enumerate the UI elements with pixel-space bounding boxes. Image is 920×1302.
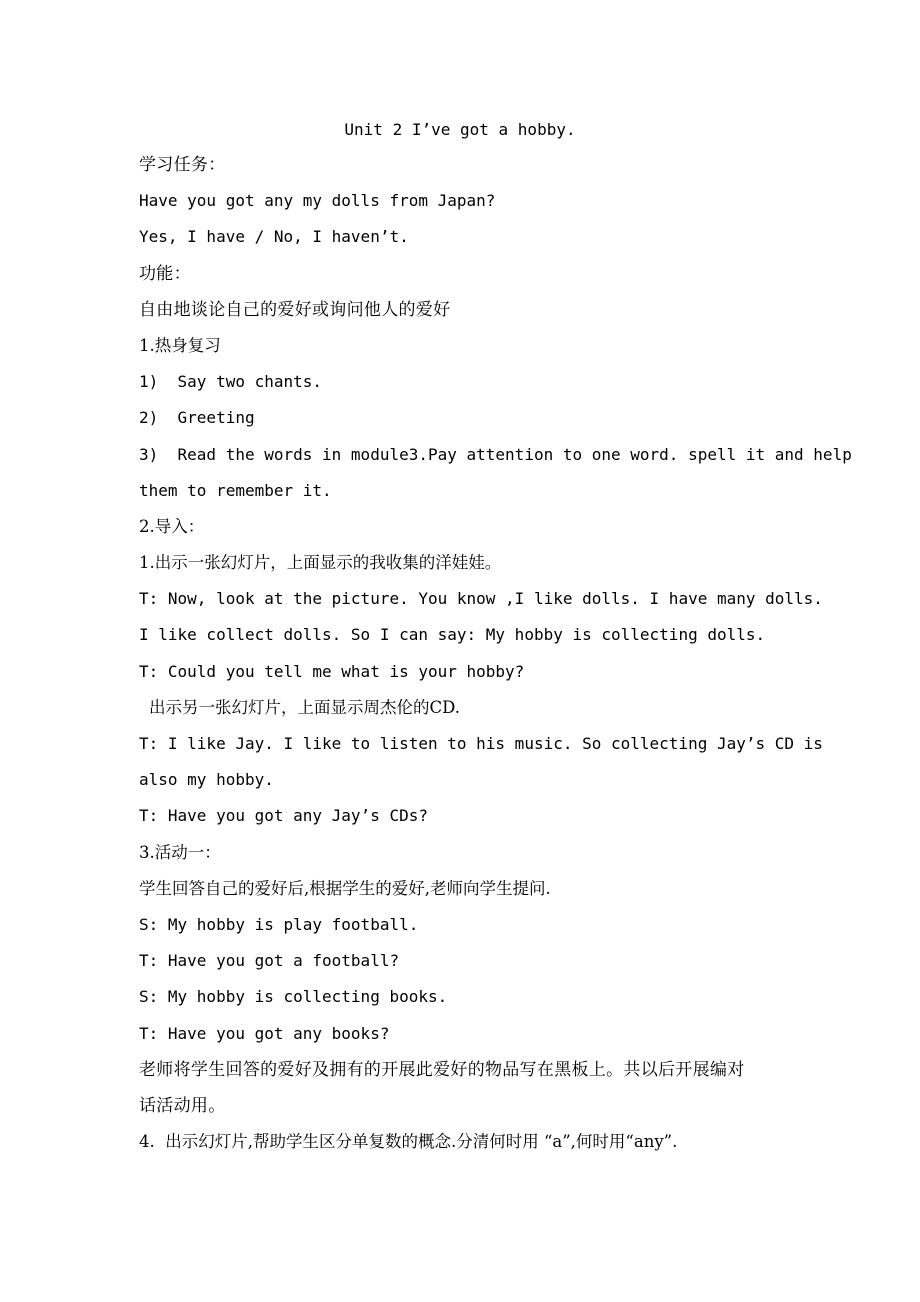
text-line: T: Have you got any books? <box>139 1023 390 1043</box>
section-heading-intro: 2.导入： <box>139 516 205 536</box>
text-line: also my hobby. <box>139 770 274 790</box>
text-line: 1.出示一张幻灯片，上面显示的我收集的洋娃娃。 <box>139 553 502 573</box>
section-heading-tasks: 学习任务： <box>139 155 226 175</box>
text-line: T: Now, look at the picture. You know ,I like dolls. I have many dolls. <box>139 589 823 609</box>
text-line: 老师将学生回答的爱好及拥有的开展此爱好的物品写在黑板上。共以后开展编对 <box>139 1059 745 1080</box>
text-line: 话活动用。 <box>139 1095 226 1116</box>
list-item: 3) Read the words in module3.Pay attention to one word. spell it and help <box>139 444 852 464</box>
page-title: Unit 2 I’ve got a hobby. <box>344 120 576 139</box>
text-line: Yes, I have / No, I haven’t. <box>139 227 409 247</box>
text-line: I like collect dolls. So I can say: My hobby is collecting dolls. <box>139 625 766 645</box>
text-line: S: My hobby is play football. <box>139 914 419 934</box>
text-line: 自由地谈论自己的爱好或询问他人的爱好 <box>139 299 451 320</box>
text-line: them to remember it. <box>139 480 332 500</box>
section-heading-activity: 3.活动一： <box>139 842 221 862</box>
text-line: T: Have you got any Jay’s CDs? <box>139 806 428 826</box>
text-line: 出示另一张幻灯片，上面显示周杰伦的CD. <box>149 697 461 717</box>
text-line: T: I like Jay. I like to listen to his music. So collecting Jay’s CD is <box>139 734 823 753</box>
section-heading-warmup: 1.热身复习 <box>139 335 221 355</box>
text-line: T: Have you got a football? <box>139 951 400 971</box>
text-line: Have you got any my dolls from Japan? <box>139 191 496 211</box>
document-body <box>139 149 852 1162</box>
list-item: 2) Greeting <box>139 408 255 428</box>
text-line: T: Could you tell me what is your hobby? <box>139 661 525 681</box>
list-item: 1) Say two chants. <box>139 372 323 392</box>
text-line: 4. 出示幻灯片,帮助学生区分单复数的概念.分清何时用 “a”,何时用“any”. <box>139 1132 678 1152</box>
section-heading-function: 功能： <box>139 263 191 284</box>
text-line: 学生回答自己的爱好后,根据学生的爱好,老师向学生提问. <box>139 878 551 898</box>
text-line: S: My hobby is collecting books. <box>139 987 448 1007</box>
